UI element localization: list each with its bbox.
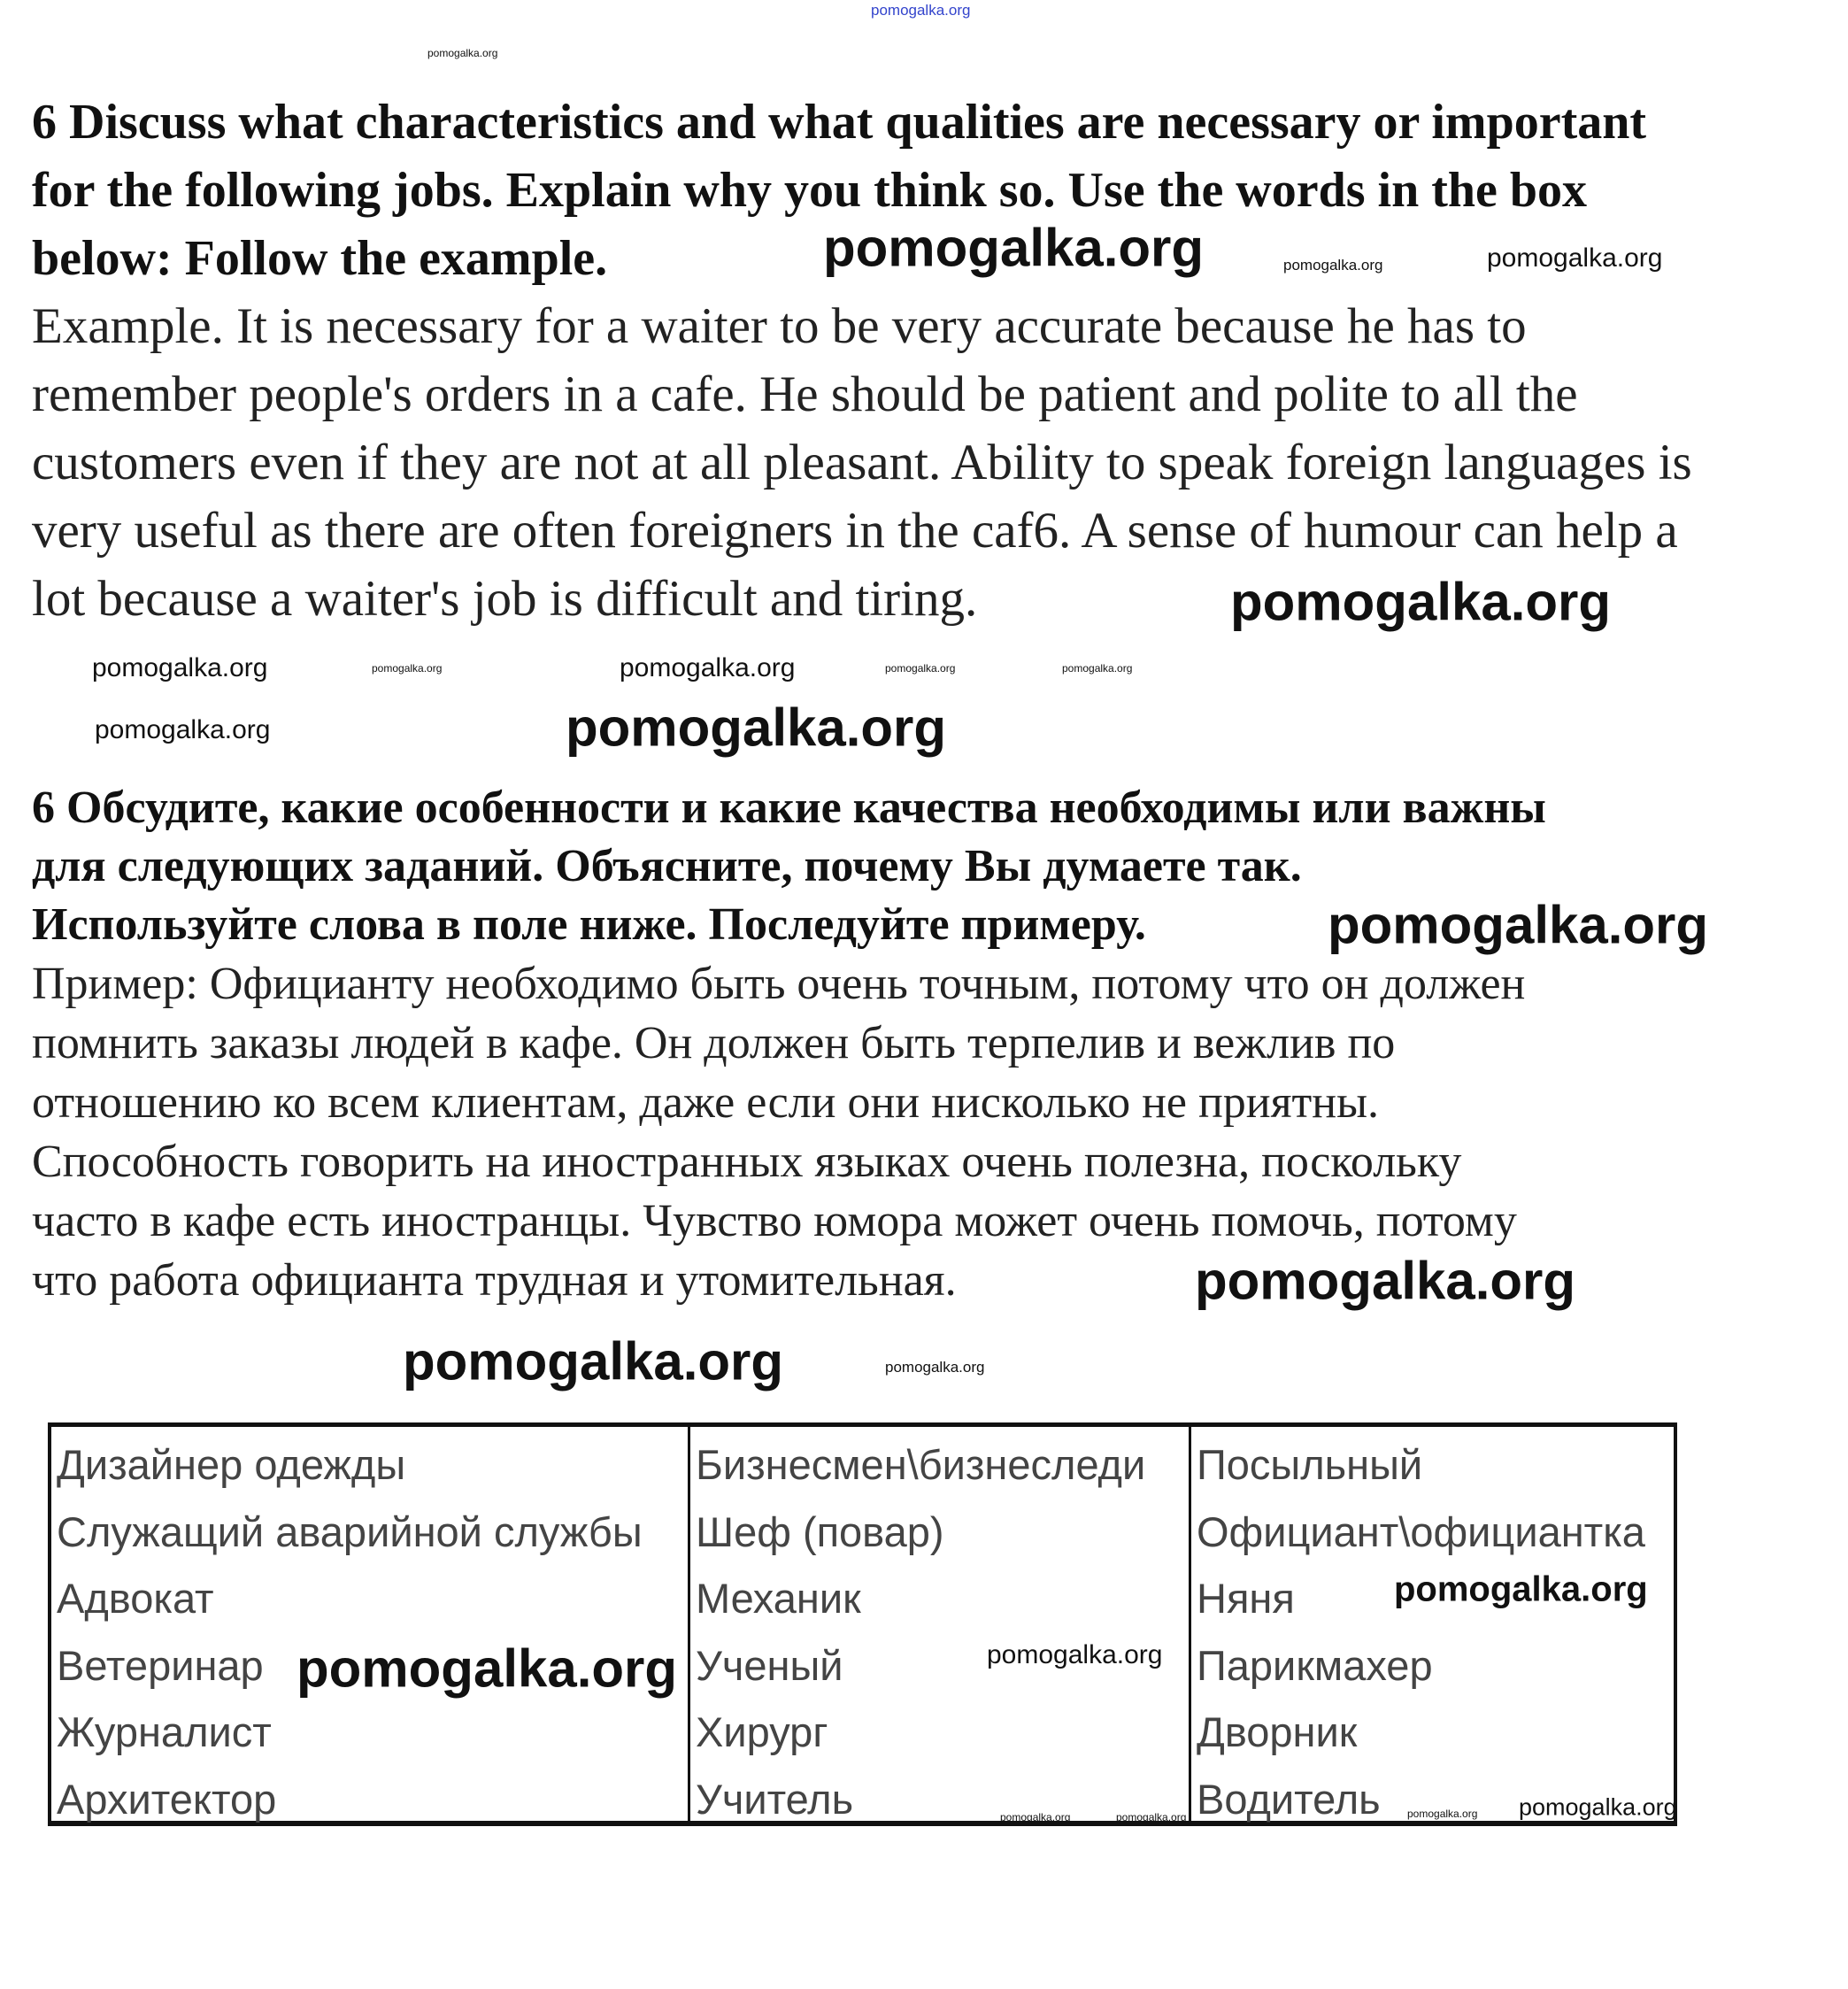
example-line: Example. It is necessary for a waiter to be very accurate because he has to xyxy=(32,298,1527,354)
example-line: lot because a waiter's job is difficult and tiring. xyxy=(32,571,978,627)
watermark: pomogalka.org xyxy=(885,1359,985,1376)
watermark: pomogalka.org xyxy=(987,1640,1163,1669)
heading-line: Используйте слова в поле ниже. Последуйте примеру. xyxy=(32,899,1146,950)
watermark: pomogalka.org xyxy=(566,698,947,758)
job-cell: Архитектор xyxy=(57,1775,277,1823)
heading-line: for the following jobs. Explain why you think so. Use the words in the box xyxy=(32,163,1588,218)
watermark: pomogalka.org xyxy=(1407,1808,1478,1820)
watermark: pomogalka.org xyxy=(871,2,971,19)
job-cell: Няня xyxy=(1197,1575,1295,1622)
russian-task-heading xyxy=(32,779,1546,954)
watermark: pomogalka.org xyxy=(885,662,956,675)
job-cell: Механик xyxy=(696,1575,861,1622)
watermark: pomogalka.org xyxy=(1062,662,1133,675)
job-cell: Дворник xyxy=(1197,1708,1358,1755)
example-line: remember people's orders in a cafe. He should be patient and polite to all the xyxy=(32,366,1578,422)
watermark: pomogalka.org xyxy=(403,1331,784,1392)
example-line: very useful as there are often foreigners in the caf6. A sense of humour can help a xyxy=(32,503,1678,559)
watermark: pomogalka.org xyxy=(95,715,271,744)
job-cell: Ветеринар xyxy=(57,1641,264,1689)
job-cell: Парикмахер xyxy=(1197,1641,1433,1689)
example-line: Пример: Официанту необходимо быть очень точным, потому что он должен xyxy=(32,959,1526,1009)
watermark: pomogalka.org xyxy=(823,218,1205,278)
watermark: pomogalka.org xyxy=(1394,1569,1648,1609)
example-line: помнить заказы людей в кафе. Он должен быть терпелив и вежлив по xyxy=(32,1018,1396,1068)
heading-line: для следующих заданий. Объясните, почему Вы думаете так. xyxy=(32,841,1302,891)
watermark: pomogalka.org xyxy=(1230,572,1612,632)
job-cell: Журналист xyxy=(57,1708,272,1755)
job-cell: Бизнесмен\бизнеследи xyxy=(696,1441,1146,1488)
job-cell: Дизайнер одежды xyxy=(57,1441,406,1488)
watermark: pomogalka.org xyxy=(427,47,498,59)
jobs-column xyxy=(51,1427,688,1821)
heading-line: below: Follow the example. xyxy=(32,231,608,286)
job-cell: Посыльный xyxy=(1197,1441,1423,1488)
example-line: Способность говорить на иностранных языках очень полезна, поскольку xyxy=(32,1137,1462,1187)
job-cell: Водитель xyxy=(1197,1775,1381,1823)
watermark: pomogalka.org xyxy=(1519,1793,1677,1821)
jobs-column xyxy=(688,1427,1189,1821)
watermark: pomogalka.org xyxy=(296,1638,678,1699)
watermark: pomogalka.org xyxy=(1000,1811,1071,1823)
jobs-column xyxy=(1189,1427,1674,1821)
heading-line: 6 Discuss what characteristics and what qualities are necessary or important xyxy=(32,95,1647,150)
example-line: часто в кафе есть иностранцы. Чувство юмора может очень помочь, потому xyxy=(32,1196,1517,1246)
job-cell: Хирург xyxy=(696,1708,828,1755)
watermark: pomogalka.org xyxy=(1195,1251,1576,1311)
job-cell: Адвокат xyxy=(57,1575,214,1622)
watermark: pomogalka.org xyxy=(92,653,268,682)
job-cell: Шеф (повар) xyxy=(696,1507,944,1555)
job-cell: Учитель xyxy=(696,1775,854,1823)
heading-line: 6 Обсудите, какие особенности и какие качества необходимы или важны xyxy=(32,782,1546,833)
watermark: pomogalka.org xyxy=(1487,243,1663,273)
job-cell: Официант\официантка xyxy=(1197,1507,1645,1555)
watermark: pomogalka.org xyxy=(1283,257,1383,274)
watermark: pomogalka.org xyxy=(620,653,796,682)
watermark: pomogalka.org xyxy=(1116,1811,1187,1823)
jobs-table xyxy=(48,1422,1677,1826)
job-cell: Служащий аварийной службы xyxy=(57,1507,643,1555)
example-line: что работа официанта трудная и утомительная. xyxy=(32,1255,957,1306)
watermark: pomogalka.org xyxy=(1328,895,1709,955)
example-line: отношению ко всем клиентам, даже если они нисколько не приятны. xyxy=(32,1077,1380,1128)
watermark: pomogalka.org xyxy=(372,662,443,675)
example-line: customers even if they are not at all pleasant. Ability to speak foreign languages is xyxy=(32,435,1692,490)
job-cell: Ученый xyxy=(696,1641,843,1689)
